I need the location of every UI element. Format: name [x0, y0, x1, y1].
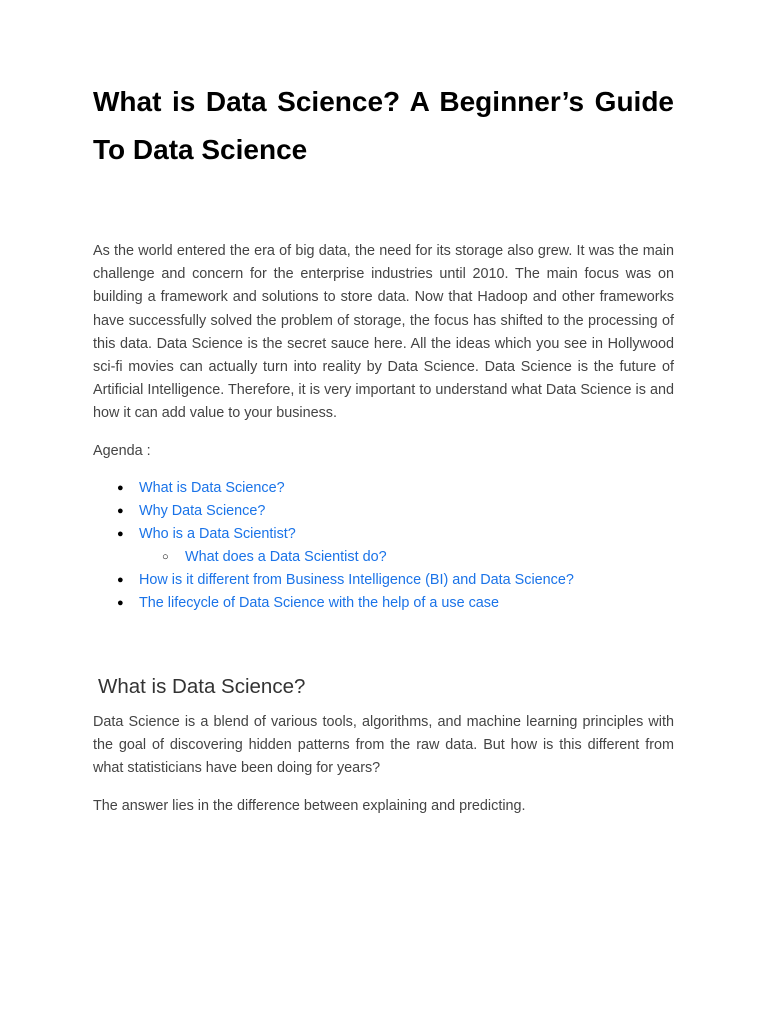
agenda-item-bi-vs-data-science [93, 569, 674, 592]
agenda-link-bi-vs-data-science[interactable]: How is it different from Business Intelligence (BI) and Data Science? [139, 572, 574, 589]
bullet-icon: ● [117, 574, 124, 587]
agenda-subitem-what-does-data-scientist-do [93, 546, 674, 569]
bullet-icon: ● [117, 597, 124, 610]
agenda-link-why-data-science[interactable]: Why Data Science? [139, 503, 266, 520]
bullet-icon: ● [117, 482, 124, 494]
agenda-item-why-data-science [93, 500, 674, 523]
agenda-link-who-is-data-scientist[interactable]: Who is a Data Scientist? [139, 526, 296, 543]
agenda-item-who-is-data-scientist [93, 523, 674, 546]
agenda-item-lifecycle [93, 592, 674, 615]
bullet-icon: ● [117, 505, 124, 518]
agenda-link-what-is-data-science[interactable]: What is Data Science? [139, 480, 285, 496]
bullet-icon: ● [117, 528, 124, 541]
hollow-bullet-icon: ○ [162, 551, 169, 564]
section-heading: What is Data Science? [98, 675, 306, 698]
agenda-item-what-is-data-science [93, 477, 674, 500]
intro-paragraph: As the world entered the era of big data, the need for its storage also grew. It was the main challenge and concern for the enterprise industries until 2010. The main focus was on building a framework and solutions to store data. Now that Hadoop and other frameworks have successfully solved the problem of storage, the focus has shifted to the processing of this data. Data Science is the secret sauce here. All the ideas which you see in Hollywood sci-fi movies can actually turn into reality by Data Science. Data Science is the future of Artificial Intelligence. Therefore, it is very important to understand what Data Science is and how it can add value to your business. [93, 243, 674, 422]
agenda-label: Agenda : [93, 443, 151, 459]
document-title: What is Data Science? A Beginner’s Guide To Data Science [93, 86, 674, 165]
agenda-link-what-does-data-scientist-do[interactable]: What does a Data Scientist do? [185, 549, 387, 566]
agenda-list [93, 477, 674, 616]
agenda-link-lifecycle[interactable]: The lifecycle of Data Science with the help of a use case [139, 595, 499, 612]
section-answer-paragraph: The answer lies in the difference between explaining and predicting. [93, 798, 526, 814]
section-paragraph: Data Science is a blend of various tools, algorithms, and machine learning principles with the goal of discovering hidden patterns from the raw data. But how is this different from what statisticians have been doing for years? [93, 714, 674, 777]
